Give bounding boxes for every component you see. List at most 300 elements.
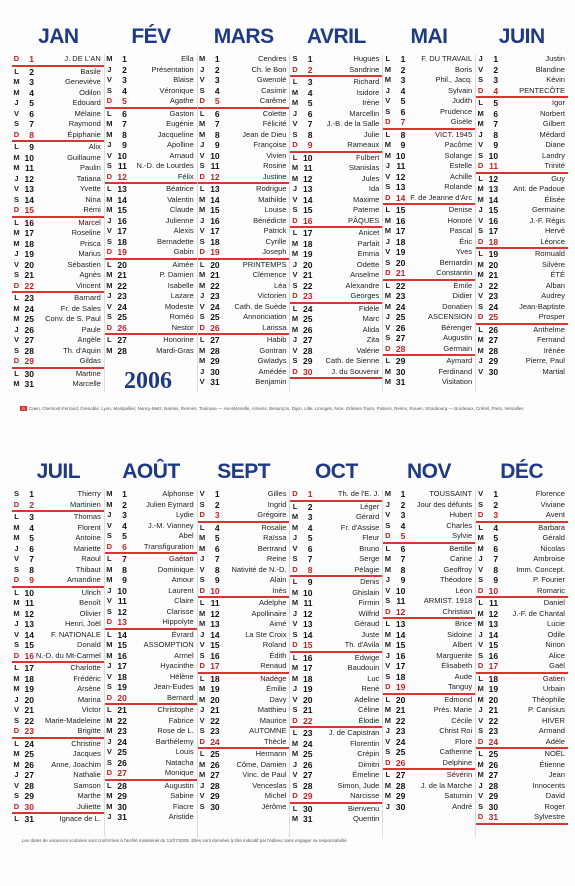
day-number: 23 [117, 291, 127, 301]
saint-name: Flore [455, 736, 473, 746]
weekday-letter: M [291, 749, 299, 758]
weekday-letter: J [107, 736, 112, 746]
day-number: 18 [117, 671, 127, 682]
day-row [476, 216, 568, 227]
day-number: 19 [24, 249, 34, 259]
saint-name: Christian [442, 606, 473, 616]
day-row [105, 726, 197, 737]
weekday-letter: D [292, 215, 298, 225]
weekday-letter: V [199, 489, 205, 498]
day-row [105, 270, 197, 281]
weekday-letter: L [14, 663, 19, 672]
day-number: 20 [210, 259, 220, 270]
weekday-letter: M [106, 119, 113, 128]
saint-name: Lazare [170, 291, 194, 300]
day-row [290, 609, 382, 620]
weekday-letter: V [199, 564, 205, 574]
weekday-letter: D [199, 510, 205, 519]
saint-name: TOUSSAINT [429, 489, 473, 498]
saint-name: Fernand [537, 335, 565, 344]
day-row [383, 54, 475, 65]
day-row [198, 726, 290, 737]
saint-name: Edmond [444, 694, 473, 704]
day-number: 29 [395, 791, 406, 801]
saint-name: AUTOMNE [249, 726, 287, 735]
day-row [290, 163, 382, 174]
day-number: 25 [488, 312, 499, 322]
weekday-letter: S [385, 747, 391, 756]
day-row [12, 184, 104, 195]
day-row [105, 607, 197, 618]
month-column [12, 54, 104, 392]
weekday-letter: M [477, 619, 484, 628]
weekday-letter: J [200, 554, 205, 563]
calendar-second-half [12, 457, 568, 837]
saint-name: Vincent [75, 280, 101, 290]
month-column [12, 489, 104, 837]
saint-name: Patrick [263, 226, 287, 235]
day-row [12, 260, 104, 271]
weekday-letter: J [478, 554, 483, 563]
saint-name: Jérôme [261, 801, 287, 811]
weekday-letter: V [385, 585, 391, 595]
day-number: 19 [488, 684, 499, 694]
weekday-letter: D [385, 606, 391, 616]
day-row [198, 367, 290, 378]
day-row [290, 205, 382, 216]
day-number: 10 [24, 152, 34, 163]
day-row [198, 54, 290, 65]
day-number: 18 [24, 673, 34, 684]
saint-name: Guy [551, 173, 565, 183]
saint-name: Gatien [542, 673, 565, 683]
weekday-letter: M [477, 259, 484, 269]
day-row [383, 107, 475, 118]
saint-name: Silvère [542, 259, 565, 269]
day-number: 12 [117, 171, 127, 182]
day-number: 2 [493, 64, 499, 75]
saint-name: Juste [361, 629, 380, 639]
day-row [198, 377, 290, 388]
day-row [12, 651, 104, 664]
day-row [290, 705, 382, 716]
saint-name: Basile [80, 66, 101, 76]
day-row [105, 335, 197, 346]
day-row [383, 747, 475, 758]
saint-name: Marthe [77, 791, 101, 800]
weekday-letter: S [292, 356, 298, 365]
day-number: 19 [303, 684, 313, 694]
saint-name: Quentin [353, 814, 380, 823]
day-number: 30 [488, 801, 499, 812]
weekday-letter: D [292, 640, 298, 649]
saint-name: Hermann [255, 749, 287, 758]
day-row [198, 533, 290, 544]
weekday-letter: L [385, 619, 391, 628]
day-number: 12 [210, 171, 220, 182]
day-number: 18 [488, 236, 499, 247]
day-number: 1 [400, 489, 406, 499]
saint-name: Hervé [544, 226, 565, 235]
weekday-letter: J [107, 661, 112, 670]
day-row [290, 716, 382, 729]
day-number: 23 [24, 726, 34, 736]
day-number: 28 [117, 345, 127, 356]
weekday-letter: M [477, 694, 484, 704]
saint-name: Bernard [166, 692, 194, 702]
weekday-letter: V [478, 489, 484, 498]
day-number: 28 [488, 780, 499, 791]
day-number: 14 [488, 194, 499, 205]
day-row [290, 54, 382, 65]
day-number: 11 [210, 598, 220, 608]
weekday-letter: V [385, 510, 391, 519]
day-row [383, 651, 475, 662]
day-row [198, 695, 290, 706]
saint-name: Cath. de Suède [234, 301, 287, 311]
saint-name: Sidoine [447, 629, 473, 639]
saint-name: ASCENSION [427, 312, 473, 321]
day-row [198, 281, 290, 292]
saint-name: Irène [362, 98, 380, 107]
saint-name: NOËL [544, 749, 565, 758]
weekday-letter: J [200, 215, 205, 225]
saint-name: Armand [538, 726, 565, 735]
day-number: 21 [210, 705, 220, 715]
day-number: 24 [488, 736, 499, 747]
day-number: 4 [307, 522, 313, 533]
weekday-letter: L [199, 749, 205, 758]
day-row [198, 609, 290, 620]
day-row [105, 554, 197, 565]
saint-name: Bienvenu [348, 803, 380, 813]
day-number: 24 [395, 301, 406, 312]
weekday-letter: D [199, 661, 205, 670]
weekday-letter: S [292, 780, 298, 790]
weekday-letter: J [478, 280, 483, 290]
day-row [198, 195, 290, 206]
day-row [105, 151, 197, 162]
day-row [105, 75, 197, 86]
day-row [476, 510, 568, 523]
saint-name: Justine [262, 171, 287, 181]
day-number: 27 [488, 335, 499, 345]
day-row [290, 598, 382, 609]
day-row [198, 323, 290, 336]
weekday-letter: L [292, 152, 298, 162]
saint-name: David [545, 791, 565, 800]
saint-name: Cendres [258, 54, 287, 63]
weekday-letter: M [291, 522, 299, 532]
day-number: 7 [122, 119, 127, 129]
day-number: 1 [214, 489, 220, 499]
day-number: 2 [122, 499, 127, 510]
day-number: 20 [24, 694, 34, 705]
weekday-letter: J [107, 585, 112, 595]
weekday-letter: S [385, 596, 391, 605]
day-number: 10 [303, 587, 313, 598]
day-number: 13 [117, 184, 127, 194]
saint-name: Clémence [252, 270, 287, 279]
day-number: 30 [24, 368, 34, 379]
weekday-letter: L [478, 173, 483, 183]
day-number: 24 [117, 301, 127, 312]
day-row [12, 726, 104, 739]
weekday-letter: M [477, 684, 484, 693]
weekday-letter: M [199, 770, 206, 779]
day-row [105, 617, 197, 630]
day-row [383, 268, 475, 281]
day-number: 18 [24, 238, 34, 249]
day-row [383, 640, 475, 651]
saint-name: Marina [77, 694, 101, 704]
day-row [12, 684, 104, 695]
day-row [12, 109, 104, 120]
weekday-letter: L [14, 587, 19, 597]
weekday-letter: V [292, 770, 298, 779]
day-number: 16 [24, 650, 34, 661]
day-row [476, 281, 568, 292]
day-number: 8 [122, 129, 127, 140]
day-number: 21 [488, 705, 499, 715]
weekday-letter: J [385, 575, 390, 584]
saint-name: Ambroise [533, 554, 565, 563]
weekday-letter: L [478, 98, 483, 107]
weekday-letter: L [385, 543, 391, 553]
saint-name: Gérard [355, 512, 380, 521]
day-number: 31 [210, 377, 220, 387]
day-row [383, 96, 475, 107]
weekday-letter: J [200, 780, 205, 790]
saint-name: Fiacre [172, 801, 194, 811]
day-row [383, 770, 475, 781]
saint-name: Jean-Baptiste [519, 301, 565, 311]
weekday-letter: M [384, 564, 391, 574]
day-row [105, 716, 197, 727]
day-number: 15 [395, 640, 406, 650]
day-number: 28 [24, 345, 34, 356]
day-number: 5 [214, 96, 220, 106]
saint-name: Aimé [269, 619, 287, 628]
saint-name: Rodrigue [256, 184, 287, 193]
saint-name: Michel [264, 791, 287, 800]
weekday-letter: D [199, 736, 205, 746]
day-number: 19 [210, 247, 220, 257]
weekday-letter: S [199, 726, 205, 735]
saint-name: Barthélemy [155, 736, 194, 746]
day-row [12, 663, 104, 674]
weekday-letter: J [385, 726, 390, 735]
day-row [198, 705, 290, 716]
weekday-letter: L [199, 335, 205, 344]
day-number: 28 [210, 780, 220, 791]
day-number: 11 [25, 163, 34, 173]
saint-name: Georges [350, 291, 380, 300]
month-column [289, 489, 382, 837]
weekday-letter: J [292, 184, 298, 193]
saint-name: Innocents [532, 780, 565, 790]
day-row [383, 216, 475, 227]
day-number: 30 [117, 801, 127, 812]
weekday-letter: D [199, 171, 205, 181]
weekday-letter: J [14, 249, 19, 258]
saint-name: Amandine [67, 575, 101, 584]
saint-name: Valérie [356, 345, 380, 355]
day-row [105, 302, 197, 313]
saint-name: Ant. de Padoue [513, 184, 565, 193]
saint-name: Geoffroy [443, 564, 473, 574]
weekday-letter: V [385, 96, 391, 105]
weekday-letter: M [477, 119, 484, 128]
day-row [105, 812, 197, 823]
day-number: 3 [214, 510, 220, 520]
weekday-letter: S [292, 705, 298, 714]
day-row [198, 109, 290, 120]
day-number: 10 [210, 585, 220, 596]
saint-name: Vinc. de Paul [242, 770, 287, 779]
saint-name: Prosper [538, 312, 565, 321]
saint-name: Nadège [260, 673, 287, 683]
saint-name: Christine [71, 738, 101, 748]
day-number: 2 [214, 499, 220, 510]
weekday-letter: V [199, 377, 205, 386]
saint-name: Jacqueline [157, 129, 194, 139]
saint-name: Denise [448, 205, 473, 214]
saint-name: Claire [174, 596, 194, 605]
day-row [12, 98, 104, 109]
weekday-letter: D [385, 192, 391, 202]
day-row [476, 489, 568, 500]
day-row [476, 205, 568, 216]
weekday-letter: D [106, 96, 113, 105]
weekday-letter: M [13, 303, 20, 313]
saint-name: Cécile [451, 715, 473, 725]
day-row [290, 346, 382, 357]
day-row [476, 109, 568, 120]
day-row [290, 270, 382, 281]
day-row [12, 500, 104, 513]
day-number: 7 [493, 554, 499, 564]
weekday-letter: J [385, 801, 390, 811]
saint-name: Alexandre [345, 280, 380, 290]
saint-name: Mardi-Gras [156, 345, 194, 355]
weekday-letter: J [107, 812, 112, 821]
saint-name: Raoul [81, 554, 101, 563]
day-row [383, 172, 475, 183]
day-row [383, 291, 475, 302]
day-number: 18 [117, 236, 127, 247]
saint-name: Visitation [441, 377, 473, 386]
saint-name: Benjamin [255, 377, 287, 386]
saint-name: Adèle [545, 736, 565, 746]
weekday-letter: D [13, 205, 20, 214]
saint-name: Ferdinand [438, 366, 473, 376]
day-number: 18 [303, 673, 313, 684]
day-number: 5 [400, 531, 406, 541]
day-number: 25 [117, 312, 127, 322]
weekday-letter: J [478, 54, 483, 63]
day-number: 3 [307, 512, 313, 522]
saint-name: Donatien [442, 301, 473, 311]
weekday-letter: S [13, 715, 19, 725]
day-number: 27 [117, 768, 127, 778]
day-number: 13 [303, 619, 313, 629]
saint-name: Marie-Madeleine [44, 715, 101, 725]
day-row [105, 130, 197, 141]
weekday-letter: M [106, 715, 113, 725]
day-number: 21 [117, 270, 127, 280]
weekday-letter: M [199, 619, 206, 628]
saint-name: Julien Eymard [146, 499, 194, 509]
weekday-letter: J [478, 356, 483, 365]
saint-name: Simon, Jude [337, 780, 380, 790]
day-number: 12 [395, 171, 406, 182]
day-number: 6 [400, 106, 406, 117]
day-number: 16 [210, 215, 220, 226]
day-number: 6 [214, 543, 220, 554]
weekday-letter: S [106, 85, 112, 95]
saint-name: Grégoire [257, 510, 287, 519]
day-number: 7 [400, 554, 406, 564]
day-number: 8 [400, 564, 406, 575]
day-number: 22 [24, 715, 34, 726]
saint-name: Thibaut [75, 564, 101, 574]
day-row [476, 174, 568, 185]
day-number: 8 [493, 564, 499, 575]
day-row [198, 260, 290, 271]
day-row [383, 356, 475, 367]
saint-name: Thècle [263, 736, 287, 746]
weekday-letter: V [478, 366, 484, 376]
day-number: 3 [122, 510, 127, 520]
day-row [290, 565, 382, 578]
day-row [105, 672, 197, 683]
saint-name: Phil., Jacq. [435, 75, 473, 84]
weekday-letter: S [199, 499, 205, 509]
day-number: 17 [210, 226, 220, 236]
day-number: 12 [24, 173, 34, 184]
saint-name: Angèle [77, 335, 101, 344]
day-row [290, 184, 382, 195]
day-row [476, 770, 568, 781]
day-row [198, 500, 290, 511]
saint-name: Estelle [449, 161, 473, 170]
day-number: 10 [24, 587, 34, 598]
day-number: 23 [24, 293, 34, 303]
saint-name: Martine [75, 368, 101, 378]
day-row [476, 325, 568, 336]
day-row [290, 130, 382, 141]
day-number: 9 [122, 575, 127, 585]
day-row [198, 226, 290, 237]
day-number: 4 [214, 85, 220, 96]
weekday-letter: S [478, 499, 484, 509]
weekday-letter: M [106, 129, 113, 139]
day-row [290, 640, 382, 653]
day-number: 17 [117, 661, 127, 671]
weekday-letter: V [478, 291, 484, 300]
month-columns-top [12, 54, 568, 392]
day-number: 30 [24, 801, 34, 812]
saint-name: Anicet [358, 228, 380, 237]
saint-name: Julie [363, 129, 380, 139]
day-row [476, 695, 568, 706]
saint-name: P. Damien [159, 270, 194, 279]
weekday-letter: L [292, 652, 298, 662]
day-number: 16 [395, 215, 406, 226]
day-row [198, 184, 290, 195]
weekday-letter: M [13, 163, 20, 172]
